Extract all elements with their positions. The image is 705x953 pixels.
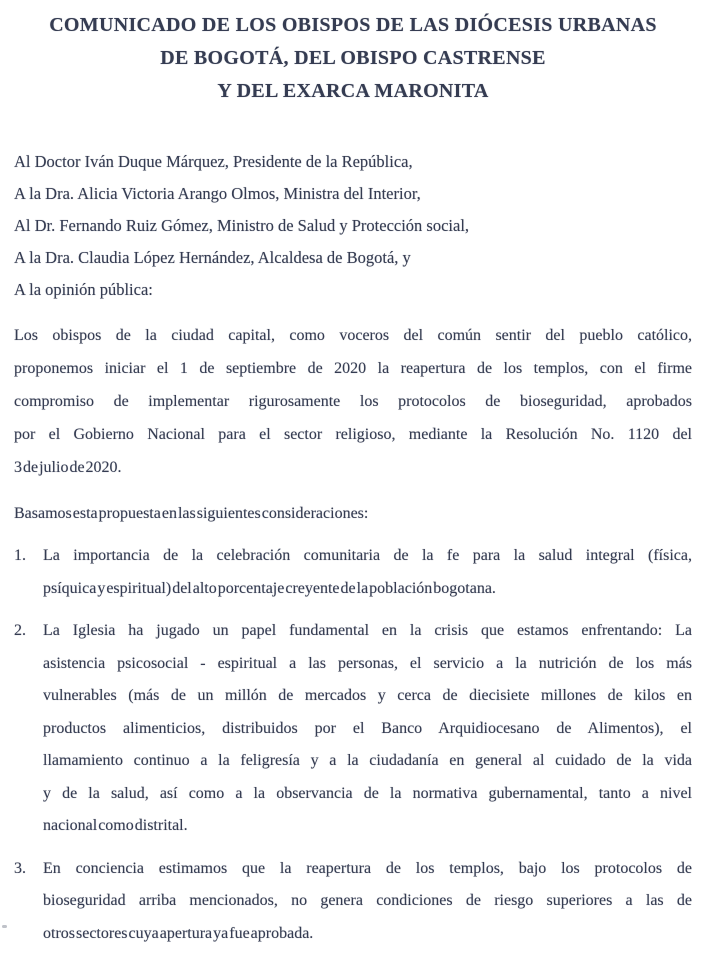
list-item	[14, 615, 692, 843]
list-item-text	[43, 615, 692, 843]
text-line: Al Doctor Iván Duque Márquez, Presidente de la República,	[14, 152, 413, 171]
text-line: productos alimenticios, distribuidos por el Banco Arquidiocesano de Alimentos), el	[43, 719, 692, 737]
text-line: nacional como distrital.	[43, 817, 188, 834]
text-line: DE BOGOTÁ, DEL OBISPO CASTRENSE	[160, 47, 546, 69]
text-line: llamamiento continuo a la feligresía y a la ciudadanía en general al cuidado de la vida	[43, 752, 692, 769]
text-line: asistencia psicosocial - espiritual a las personas, el servicio a la nutrición de los más	[43, 654, 692, 672]
text-line: La importancia de la celebración comunitaria de la fe para la salud integral (física,	[43, 547, 692, 564]
text-line: vulnerables (más de un millón de mercados y cerca de diecisiete millones de kilos en	[43, 687, 692, 704]
text-line: Al Dr. Fernando Ruiz Gómez, Ministro de Salud y Protección social,	[14, 216, 470, 235]
text-line: compromiso de implementar rigurosamente los protocolos de bioseguridad, aprobados	[14, 393, 692, 410]
text-line: En conciencia estimamos que la reapertura de los templos, bajo los protocolos de	[43, 859, 692, 877]
list-item-number: 1.	[14, 547, 26, 564]
text-line: A la opinión pública:	[14, 280, 153, 299]
list-item-text	[43, 853, 692, 951]
text-line: A la Dra. Alicia Victoria Arango Olmos, Ministra del Interior,	[14, 184, 421, 203]
text-line: 3 de julio de 2020.	[14, 459, 122, 476]
list-item	[14, 540, 692, 605]
text-line: A la Dra. Claudia López Hernández, Alcaldesa de Bogotá, y	[14, 248, 411, 267]
considerations-list	[14, 540, 692, 950]
text-line: Los obispos de la ciudad capital, como voceros del común sentir del pueblo católico,	[14, 327, 692, 344]
list-item	[14, 853, 692, 951]
scan-speck-artifact	[2, 925, 7, 928]
list-item-text	[43, 540, 692, 605]
basis-paragraph	[14, 497, 692, 530]
text-line: por el Gobierno Nacional para el sector religioso, mediante la Resolución No. 1120 del	[14, 426, 692, 443]
document-title	[14, 9, 692, 108]
text-line: y de la salud, así como a la observancia de la normativa gubernamental, tanto a nivel	[43, 784, 692, 802]
text-line: psíquica y espiritual) del alto porcentaje creyente de la población bogotana.	[43, 579, 496, 597]
text-line: La Iglesia ha jugado un papel fundamental en la crisis que estamos enfrentando: La	[43, 622, 692, 639]
list-item-number: 2.	[14, 622, 26, 639]
text-line: otros sectores cuya apertura ya fue aprobada.	[43, 924, 314, 942]
text-line: COMUNICADO DE LOS OBISPOS DE LAS DIÓCESIS URBANAS	[49, 14, 657, 36]
intro-paragraph	[14, 319, 692, 484]
text-line: bioseguridad arriba mencionados, no genera condiciones de riesgo superiores a las de	[43, 892, 692, 909]
text-line: Y DEL EXARCA MARONITA	[217, 80, 489, 102]
list-item-number: 3.	[14, 859, 26, 877]
addressee-block	[14, 146, 692, 306]
text-line: proponemos iniciar el 1 de septiembre de 2020 la reapertura de los templos, con el firme	[14, 360, 692, 377]
text-line: Basamos esta propuesta en las siguientes consideraciones:	[14, 505, 369, 522]
